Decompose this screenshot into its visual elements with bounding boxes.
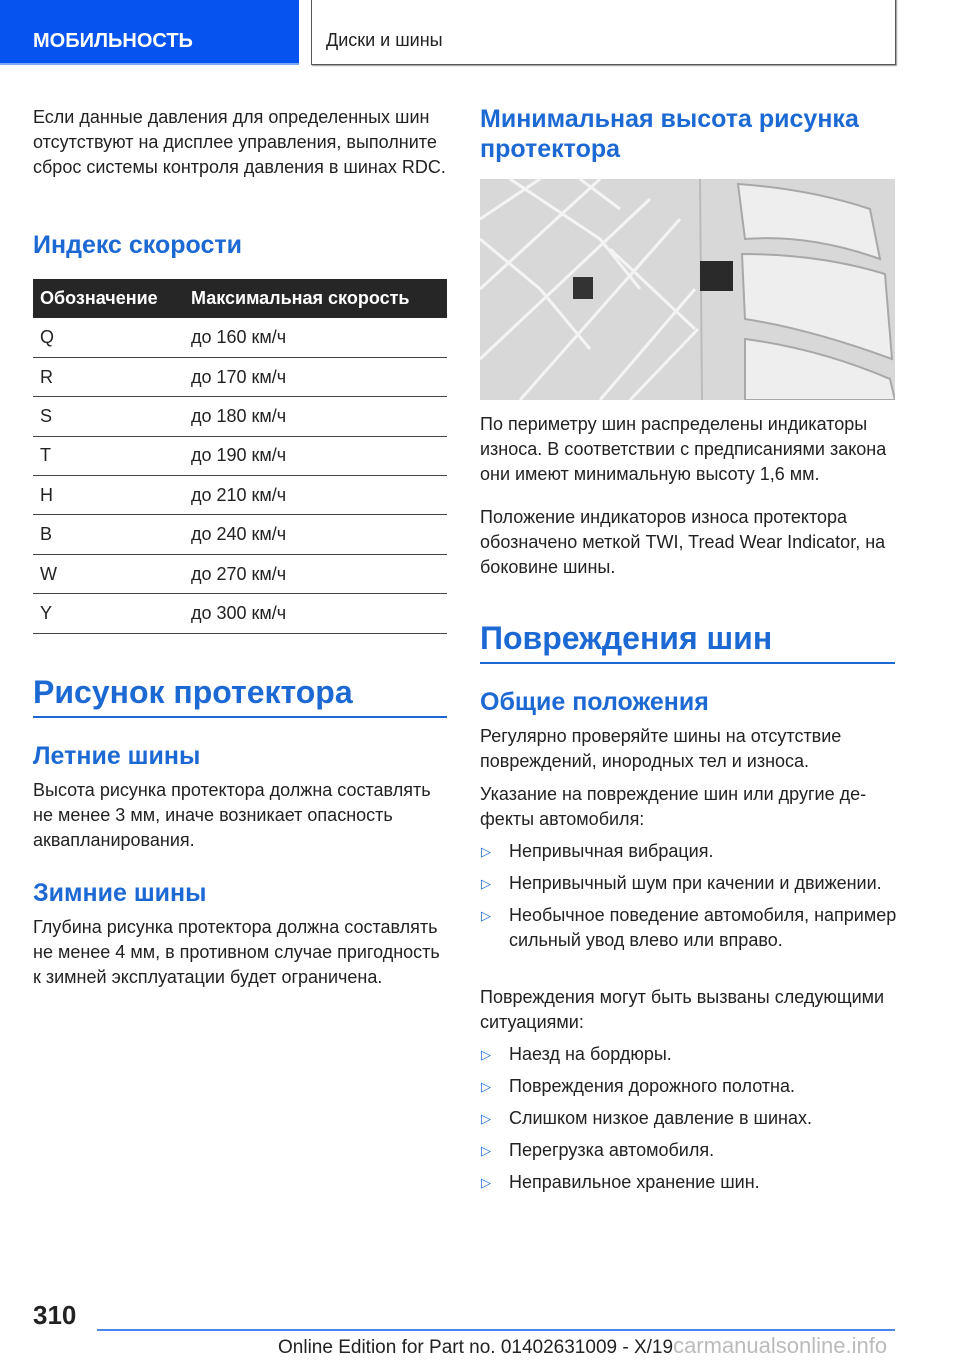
min-tread-heading: Минимальная высота рисунка протектора bbox=[480, 105, 859, 163]
bullet-triangle-icon: ▷ bbox=[481, 1079, 491, 1094]
section-title: МОБИЛЬНОСТЬ bbox=[33, 30, 193, 52]
list-item bbox=[480, 1074, 900, 1099]
page-number: 310 bbox=[33, 1300, 77, 1330]
table-row bbox=[33, 436, 447, 475]
table-row bbox=[33, 476, 447, 515]
list-item-text: Необычное поведение автомобиля, например сильный увод влево или вправо. bbox=[509, 905, 897, 950]
table-header-row bbox=[33, 279, 447, 318]
list-item bbox=[480, 1138, 900, 1163]
max-speed-cell: до 300 км/ч bbox=[184, 594, 447, 633]
min-tread-text-2: Положение индикаторов износа протектора обозначено меткой TWI, Tread Wear Indicator, на боковине шины. bbox=[480, 507, 886, 577]
intro-text: Если данные давления для определенных шин отсутствуют на дисплее управления, выполните сброс системы контроля давления в шинах RDC. bbox=[33, 107, 446, 177]
speed-code-cell: B bbox=[33, 515, 184, 554]
list-item-text: Неправильное хранение шин. bbox=[509, 1172, 760, 1192]
general-heading: Общие положения bbox=[480, 688, 709, 716]
list-item bbox=[480, 903, 900, 953]
max-speed-cell: до 190 км/ч bbox=[184, 436, 447, 475]
table-row bbox=[33, 397, 447, 436]
speed-index-table bbox=[33, 279, 447, 634]
tread-heading: Рисунок протектора bbox=[33, 672, 447, 718]
table-row bbox=[33, 515, 447, 554]
list-item-text: Непривычный шум при качении и движении. bbox=[509, 873, 882, 893]
winter-tires-text: Глубина рисунка протектора должна составлять не менее 4 мм, в противном случае пригодность к зимней эксплуатации будет ограничена. bbox=[33, 917, 440, 987]
causes-text: Повреждения могут быть вызваны следующими ситуациями: bbox=[480, 987, 885, 1032]
tread-wear-indicator-illustration bbox=[480, 179, 895, 400]
max-speed-cell: до 180 км/ч bbox=[184, 397, 447, 436]
bullet-triangle-icon: ▷ bbox=[481, 1143, 491, 1158]
list-item-text: Наезд на бордюры. bbox=[509, 1044, 672, 1064]
list-item bbox=[480, 1106, 900, 1131]
general-text-1: Регулярно проверяйте шины на отсутствие повреждений, инородных тел и износа. bbox=[480, 726, 842, 771]
table-row bbox=[33, 318, 447, 357]
list-item-text: Перегрузка автомобиля. bbox=[509, 1140, 715, 1160]
footer-divider bbox=[97, 1329, 895, 1331]
speed-code-cell: R bbox=[33, 357, 184, 396]
bullet-triangle-icon: ▷ bbox=[481, 1111, 491, 1126]
winter-tires-heading: Зимние шины bbox=[33, 879, 207, 907]
min-tread-text-1: По периметру шин распределены индикаторы износа. В соответствии с предписаниями закона они имеют минимальную высоту 1,6 мм. bbox=[480, 414, 887, 484]
bullet-triangle-icon: ▷ bbox=[481, 876, 491, 891]
speed-code-cell: W bbox=[33, 554, 184, 593]
max-speed-cell: до 270 км/ч bbox=[184, 554, 447, 593]
max-speed-cell: до 210 км/ч bbox=[184, 476, 447, 515]
bullet-triangle-icon: ▷ bbox=[481, 1047, 491, 1062]
damage-signs-list bbox=[480, 839, 900, 960]
max-speed-cell: до 160 км/ч bbox=[184, 318, 447, 357]
table-row bbox=[33, 594, 447, 633]
list-item bbox=[480, 839, 900, 864]
watermark: carmanualsonline.info bbox=[673, 1333, 888, 1358]
speed-code-cell: Q bbox=[33, 318, 184, 357]
speed-code-cell: H bbox=[33, 476, 184, 515]
section-tab bbox=[0, 0, 299, 65]
chapter-box bbox=[311, 0, 896, 65]
list-item-text: Повреждения дорожного полотна. bbox=[509, 1076, 796, 1096]
summer-tires-text: Высота рисунка протектора должна составлять не менее 3 мм, иначе возникает опасность аквапланирования. bbox=[33, 780, 431, 850]
bullet-triangle-icon: ▷ bbox=[481, 844, 491, 859]
list-item bbox=[480, 1170, 900, 1195]
footer-edition bbox=[278, 1333, 887, 1359]
list-item-text: Непривычная вибрация. bbox=[509, 841, 714, 861]
speed-index-heading: Индекс скорости bbox=[33, 231, 242, 259]
tire-damage-heading: Повреждения шин bbox=[480, 618, 895, 664]
column-header: Обозначение bbox=[33, 279, 184, 318]
max-speed-cell: до 240 км/ч bbox=[184, 515, 447, 554]
edition-text: Online Edition for Part no. 01402631009 - X/19 bbox=[278, 1337, 674, 1358]
bullet-triangle-icon: ▷ bbox=[481, 908, 491, 923]
damage-causes-list bbox=[480, 1042, 900, 1202]
max-speed-cell: до 170 км/ч bbox=[184, 357, 447, 396]
speed-code-cell: S bbox=[33, 397, 184, 436]
table-row bbox=[33, 357, 447, 396]
list-item bbox=[480, 1042, 900, 1067]
list-item bbox=[480, 871, 900, 896]
chapter-title: Диски и шины bbox=[326, 30, 443, 50]
speed-code-cell: Y bbox=[33, 594, 184, 633]
bullet-triangle-icon: ▷ bbox=[481, 1175, 491, 1190]
summer-tires-heading: Летние шины bbox=[33, 742, 201, 770]
speed-code-cell: T bbox=[33, 436, 184, 475]
list-item-text: Слишком низкое давление в шинах. bbox=[509, 1108, 813, 1128]
column-header: Максимальная скорость bbox=[184, 279, 447, 318]
table-row bbox=[33, 554, 447, 593]
general-text-2: Указание на повреждение шин или другие дефекты автомобиля: bbox=[480, 784, 867, 829]
